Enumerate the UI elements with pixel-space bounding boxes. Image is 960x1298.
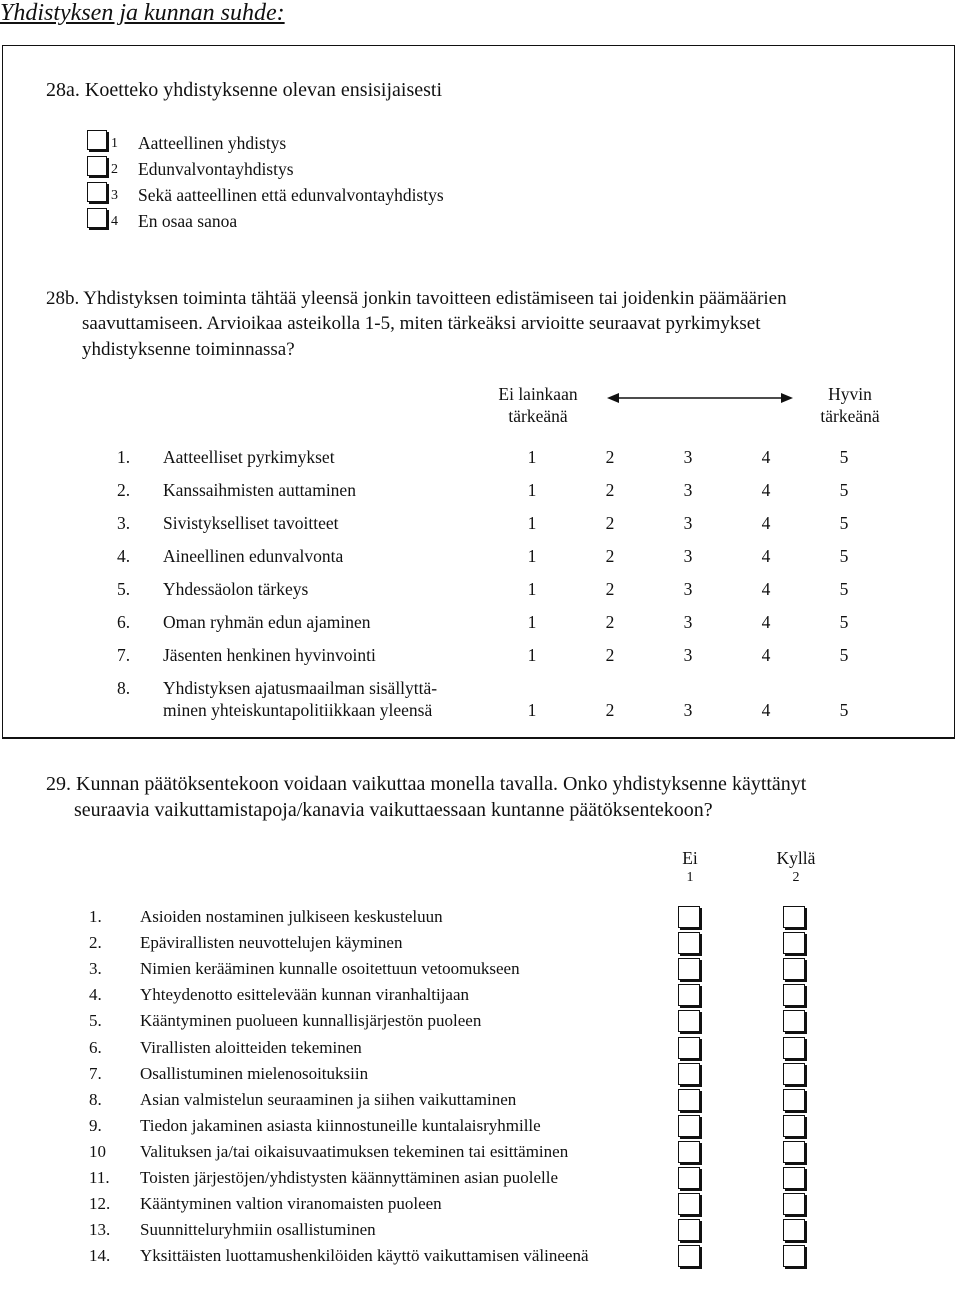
item-label: Valituksen ja/tai oikaisuvaatimuksen tekeminen tai esittäminen xyxy=(140,1141,569,1161)
item-number: 4. xyxy=(117,546,131,566)
item-label: Nimien kerääminen kunnalle osoitettuun vetoomukseen xyxy=(140,959,520,979)
option-label: Edunvalvontayhdistys xyxy=(138,159,294,179)
scale-option-4[interactable]: 4 xyxy=(761,546,771,566)
option-label: Sekä aatteellinen että edunvalvontayhdistys xyxy=(138,185,444,205)
scale-option-5[interactable]: 5 xyxy=(839,480,849,500)
item-number: 8. xyxy=(89,1089,102,1109)
item-number: 9. xyxy=(89,1115,102,1135)
scale-option-5[interactable]: 5 xyxy=(839,579,849,599)
option-checkbox-4[interactable] xyxy=(87,208,107,228)
column-no-number: 1 xyxy=(686,870,694,885)
checkbox-yes[interactable] xyxy=(783,1010,805,1032)
item-label: Osallistuminen mielenosoituksiin xyxy=(140,1063,369,1083)
scale-option-2[interactable]: 2 xyxy=(605,645,615,665)
scale-option-1[interactable]: 1 xyxy=(527,513,537,533)
scale-option-2[interactable]: 2 xyxy=(605,612,615,632)
option-number: 1 xyxy=(111,136,118,151)
item-number: 2. xyxy=(117,480,131,500)
item-label: Virallisten aloitteiden tekeminen xyxy=(140,1037,362,1057)
scale-option-1[interactable]: 1 xyxy=(527,447,537,467)
scale-option-4[interactable]: 4 xyxy=(761,612,771,632)
checkbox-yes[interactable] xyxy=(783,1141,805,1163)
option-number: 4 xyxy=(111,214,118,229)
scale-option-2[interactable]: 2 xyxy=(605,447,615,467)
option-number: 3 xyxy=(111,188,118,203)
scale-option-5[interactable]: 5 xyxy=(839,700,849,720)
scale-option-4[interactable]: 4 xyxy=(761,480,771,500)
scale-option-3[interactable]: 3 xyxy=(683,645,693,665)
item-number: 11. xyxy=(89,1168,110,1187)
question-29-line2: seuraavia vaikuttamistapoja/kanavia vaikuttaessaan kuntanne päätöksentekoon? xyxy=(74,799,713,821)
item-label: Epävirallisten neuvottelujen käyminen xyxy=(140,933,403,953)
item-label: Toisten järjestöjen/yhdistysten käännyttäminen asian puolelle xyxy=(140,1168,559,1187)
checkbox-no[interactable] xyxy=(678,1141,700,1163)
item-number: 4. xyxy=(89,985,102,1005)
checkbox-no[interactable] xyxy=(678,906,700,928)
scale-arrow-icon xyxy=(605,390,795,406)
item-label: Aineellinen edunvalvonta xyxy=(163,546,344,566)
scale-left-label-1: Ei lainkaan xyxy=(498,384,578,404)
item-label: Jäsenten henkinen hyvinvointi xyxy=(163,645,376,665)
item-number: 12. xyxy=(89,1194,111,1214)
checkbox-yes[interactable] xyxy=(783,984,805,1006)
item-number: 2. xyxy=(89,933,102,953)
option-checkbox-3[interactable] xyxy=(87,182,107,202)
scale-right-label-1: Hyvin xyxy=(828,384,872,404)
checkbox-no[interactable] xyxy=(678,1063,700,1085)
option-number: 2 xyxy=(111,162,118,177)
checkbox-yes[interactable] xyxy=(783,958,805,980)
scale-option-3[interactable]: 3 xyxy=(683,700,693,720)
checkbox-yes[interactable] xyxy=(783,1245,805,1267)
checkbox-no[interactable] xyxy=(678,932,700,954)
scale-option-5[interactable]: 5 xyxy=(839,645,849,665)
scale-option-3[interactable]: 3 xyxy=(683,546,693,566)
item-number: 8. xyxy=(117,678,131,698)
item-number: 5. xyxy=(89,1011,102,1031)
item-number: 7. xyxy=(89,1063,102,1083)
checkbox-yes[interactable] xyxy=(783,1219,805,1241)
item-label: Yhdessäolon tärkeys xyxy=(163,579,309,599)
item-label: Kääntyminen puolueen kunnallisjärjestön puoleen xyxy=(140,1011,482,1031)
scale-option-5[interactable]: 5 xyxy=(839,612,849,632)
scale-option-2[interactable]: 2 xyxy=(605,579,615,599)
checkbox-yes[interactable] xyxy=(783,1037,805,1059)
scale-option-3[interactable]: 3 xyxy=(683,513,693,533)
item-number: 3. xyxy=(89,959,102,979)
scale-option-2[interactable]: 2 xyxy=(605,480,615,500)
checkbox-yes[interactable] xyxy=(783,1115,805,1137)
item-label-line1: Yhdistyksen ajatusmaailman sisällyttä- xyxy=(163,678,438,698)
scale-option-4[interactable]: 4 xyxy=(761,513,771,533)
column-yes-number: 2 xyxy=(792,870,800,885)
column-no-label: Ei xyxy=(682,848,698,868)
scale-option-1[interactable]: 1 xyxy=(527,480,537,500)
scale-option-5[interactable]: 5 xyxy=(839,447,849,467)
item-number: 5. xyxy=(117,579,131,599)
option-label: En osaa sanoa xyxy=(138,211,238,231)
scale-option-4[interactable]: 4 xyxy=(761,700,771,720)
scale-left-label-2: tärkeänä xyxy=(508,406,568,426)
checkbox-yes[interactable] xyxy=(783,1193,805,1215)
item-number: 13. xyxy=(89,1220,111,1240)
option-label: Aatteellinen yhdistys xyxy=(138,133,287,153)
item-number: 1. xyxy=(117,447,131,467)
scale-option-1[interactable]: 1 xyxy=(527,645,537,665)
item-label-line2: minen yhteiskuntapolitiikkaan yleensä xyxy=(163,700,433,720)
item-label: Aatteelliset pyrkimykset xyxy=(163,447,335,467)
scale-option-4[interactable]: 4 xyxy=(761,579,771,599)
checkbox-no[interactable] xyxy=(678,958,700,980)
item-label: Asian valmistelun seuraaminen ja siihen vaikuttaminen xyxy=(140,1089,517,1109)
scale-option-2[interactable]: 2 xyxy=(605,546,615,566)
scale-option-3[interactable]: 3 xyxy=(683,579,693,599)
item-number: 6. xyxy=(117,612,131,632)
scale-option-5[interactable]: 5 xyxy=(839,546,849,566)
checkbox-no[interactable] xyxy=(678,1115,700,1137)
checkbox-yes[interactable] xyxy=(783,1063,805,1085)
checkbox-no[interactable] xyxy=(678,1167,700,1189)
scale-option-3[interactable]: 3 xyxy=(683,612,693,632)
scale-option-1[interactable]: 1 xyxy=(527,700,537,720)
item-label: Asioiden nostaminen julkiseen keskusteluun xyxy=(140,907,443,926)
scale-option-4[interactable]: 4 xyxy=(761,645,771,665)
item-number: 14. xyxy=(89,1246,111,1266)
item-label: Kääntyminen valtion viranomaisten puoleen xyxy=(140,1194,442,1214)
scale-option-1[interactable]: 1 xyxy=(527,612,537,632)
item-number: 10 xyxy=(89,1141,106,1161)
option-checkbox-1[interactable] xyxy=(87,130,107,150)
scale-option-2[interactable]: 2 xyxy=(605,700,615,720)
item-label: Yhteydenotto esittelevään kunnan viranhaltijaan xyxy=(140,985,470,1005)
checkbox-no[interactable] xyxy=(678,1037,700,1059)
item-label: Yksittäisten luottamushenkilöiden käyttö vaikuttamisen välineenä xyxy=(140,1246,589,1266)
option-checkbox-2[interactable] xyxy=(87,156,107,176)
page-title: Yhdistyksen ja kunnan suhde: xyxy=(0,0,285,26)
checkbox-no[interactable] xyxy=(678,1193,700,1215)
item-label: Sivistykselliset tavoitteet xyxy=(163,513,339,533)
item-number: 3. xyxy=(117,513,131,533)
checkbox-yes[interactable] xyxy=(783,932,805,954)
scale-option-5[interactable]: 5 xyxy=(839,513,849,533)
question-28b-line3: yhdistyksenne toiminnassa? xyxy=(82,339,295,360)
question-28b-line2: saavuttamiseen. Arvioikaa asteikolla 1-5, miten tärkeäksi arvioitte seuraavat pyrkimykset xyxy=(82,313,761,334)
checkbox-no[interactable] xyxy=(678,984,700,1006)
item-number: 1. xyxy=(89,907,102,926)
question-28a: 28a. Koetteko yhdistyksenne olevan ensisijaisesti xyxy=(46,79,443,101)
item-label: Tiedon jakaminen asiasta kiinnostuneille kuntalaisryhmille xyxy=(140,1115,541,1135)
checkbox-no[interactable] xyxy=(678,1245,700,1267)
checkbox-yes[interactable] xyxy=(783,1167,805,1189)
scale-option-2[interactable]: 2 xyxy=(605,513,615,533)
checkbox-no[interactable] xyxy=(678,1219,700,1241)
item-number: 6. xyxy=(89,1037,102,1057)
checkbox-no[interactable] xyxy=(678,1089,700,1111)
scale-option-3[interactable]: 3 xyxy=(683,480,693,500)
scale-right-label-2: tärkeänä xyxy=(820,406,880,426)
scale-option-1[interactable]: 1 xyxy=(527,546,537,566)
checkbox-yes[interactable] xyxy=(783,906,805,928)
item-number: 7. xyxy=(117,645,131,665)
scale-option-3[interactable]: 3 xyxy=(683,447,693,467)
checkbox-no[interactable] xyxy=(678,1010,700,1032)
column-yes-label: Kyllä xyxy=(776,848,816,868)
question-29-line1: 29. Kunnan päätöksentekoon voidaan vaikuttaa monella tavalla. Onko yhdistyksenne käyttänyt xyxy=(46,773,807,795)
scale-option-1[interactable]: 1 xyxy=(527,579,537,599)
item-label: Oman ryhmän edun ajaminen xyxy=(163,612,371,632)
checkbox-yes[interactable] xyxy=(783,1089,805,1111)
question-28b-line1: 28b. Yhdistyksen toiminta tähtää yleensä jonkin tavoitteen edistämiseen tai joidenkin päämäärien xyxy=(46,288,787,309)
item-label: Kanssaihmisten auttaminen xyxy=(163,480,356,500)
scale-option-4[interactable]: 4 xyxy=(761,447,771,467)
item-label: Suunnitteluryhmiin osallistuminen xyxy=(140,1220,376,1240)
